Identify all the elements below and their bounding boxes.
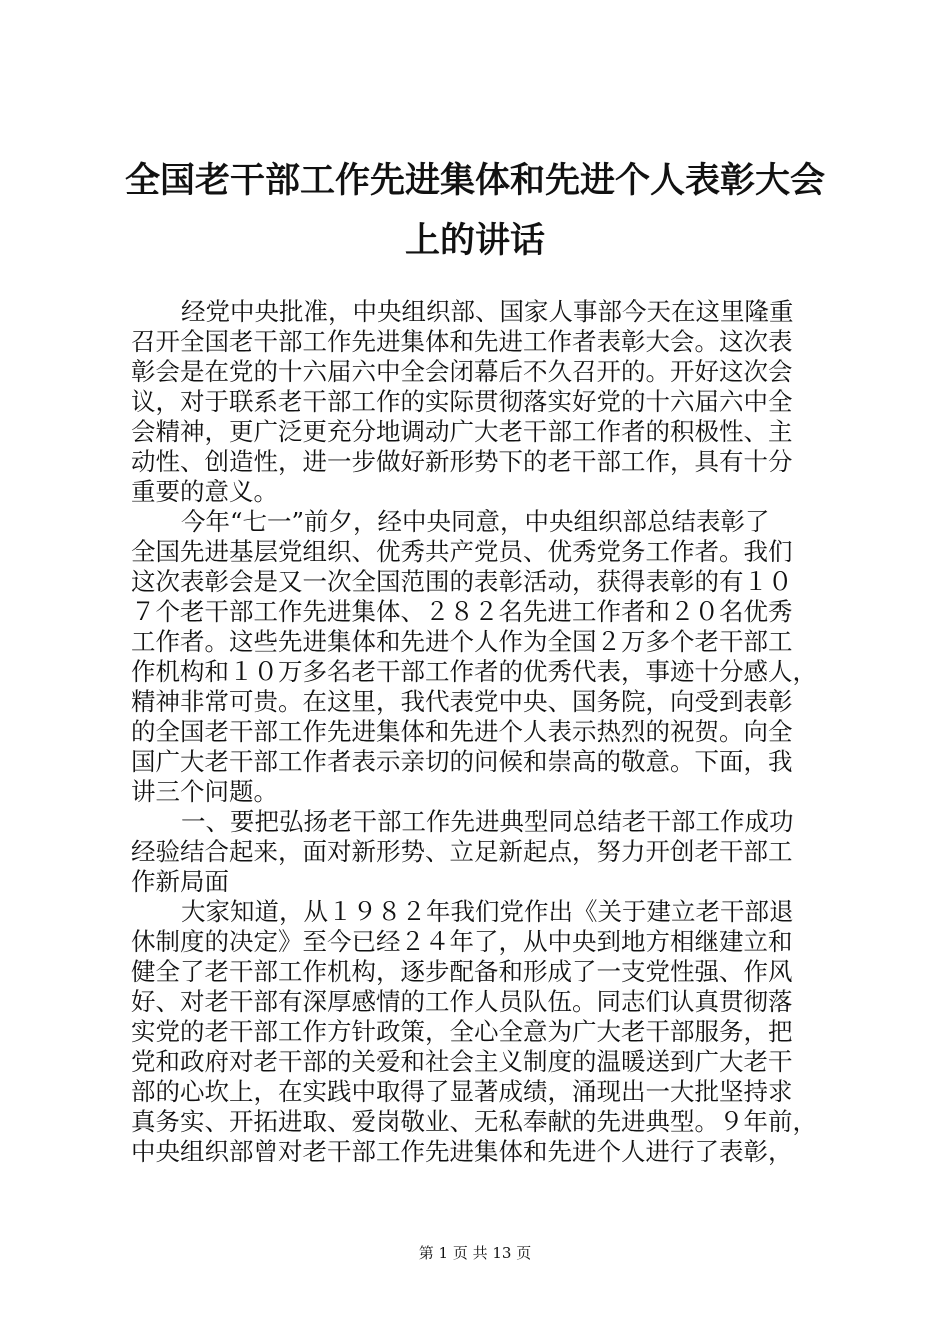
document-title-line-1: 全国老干部工作先进集体和先进个人表彰大会: [124, 161, 825, 201]
body-line: 一、要把弘扬老干部工作先进典型同总结老干部工作成功: [181, 807, 794, 836]
page-footer: 第 1 页 共 13 页: [418, 1244, 532, 1262]
body-line: 今年“七一”前夕，经中央同意，中央组织部总结表彰了: [181, 507, 770, 536]
body-line: 真务实、开拓进取、爱岗敬业、无私奉献的先进典型。９年前，: [131, 1107, 817, 1136]
body-line: 动性、创造性，进一步做好新形势下的老干部工作，具有十分: [131, 447, 793, 476]
body-line: 中央组织部曾对老干部工作先进集体和先进个人进行了表彰，: [131, 1137, 793, 1166]
body-line: ７个老干部工作先进集体、２８２名先进工作者和２０名优秀: [131, 597, 793, 626]
body-line: 党和政府对老干部的关爱和社会主义制度的温暖送到广大老干: [131, 1047, 793, 1076]
body-line: 经验结合起来，面对新形势、立足新起点，努力开创老干部工: [131, 837, 793, 866]
body-line: 作新局面: [131, 867, 229, 896]
body-line: 的全国老干部工作先进集体和先进个人表示热烈的祝贺。向全: [131, 717, 793, 746]
body-line: 实党的老干部工作方针政策，全心全意为广大老干部服务，把: [131, 1017, 793, 1046]
document-body: [131, 297, 845, 1167]
body-line: 工作者。这些先进集体和先进个人作为全国２万多个老干部工: [131, 627, 793, 656]
body-line: 重要的意义。: [131, 477, 278, 506]
body-line: 经党中央批准，中央组织部、国家人事部今天在这里隆重: [181, 297, 794, 326]
body-line: 会精神，更广泛更充分地调动广大老干部工作者的积极性、主: [131, 417, 793, 446]
body-line: 国广大老干部工作者表示亲切的问候和崇高的敬意。下面，我: [131, 747, 793, 776]
body-line: 召开全国老干部工作先进集体和先进工作者表彰大会。这次表: [131, 327, 793, 356]
body-line: 休制度的决定》至今已经２４年了，从中央到地方相继建立和: [131, 927, 793, 956]
body-line: 这次表彰会是又一次全国范围的表彰活动，获得表彰的有１０: [131, 567, 793, 596]
body-line: 大家知道，从１９８２年我们党作出《关于建立老干部退: [181, 897, 794, 926]
body-line: 好、对老干部有深厚感情的工作人员队伍。同志们认真贯彻落: [131, 987, 793, 1016]
body-line: 部的心坎上，在实践中取得了显著成绩，涌现出一大批坚持求: [131, 1077, 793, 1106]
body-line: 精神非常可贵。在这里，我代表党中央、国务院，向受到表彰: [131, 687, 793, 716]
document-title-line-2: 上的讲话: [404, 221, 545, 261]
body-line: 讲三个问题。: [131, 777, 278, 806]
body-line: 作机构和１０万多名老干部工作者的优秀代表，事迹十分感人，: [131, 657, 817, 686]
body-line: 议，对于联系老干部工作的实际贯彻落实好党的十六届六中全: [131, 387, 793, 416]
body-line: 全国先进基层党组织、优秀共产党员、优秀党务工作者。我们: [131, 537, 793, 566]
body-line: 健全了老干部工作机构，逐步配备和形成了一支党性强、作风: [131, 957, 793, 986]
body-line: 彰会是在党的十六届六中全会闭幕后不久召开的。开好这次会: [131, 357, 793, 386]
